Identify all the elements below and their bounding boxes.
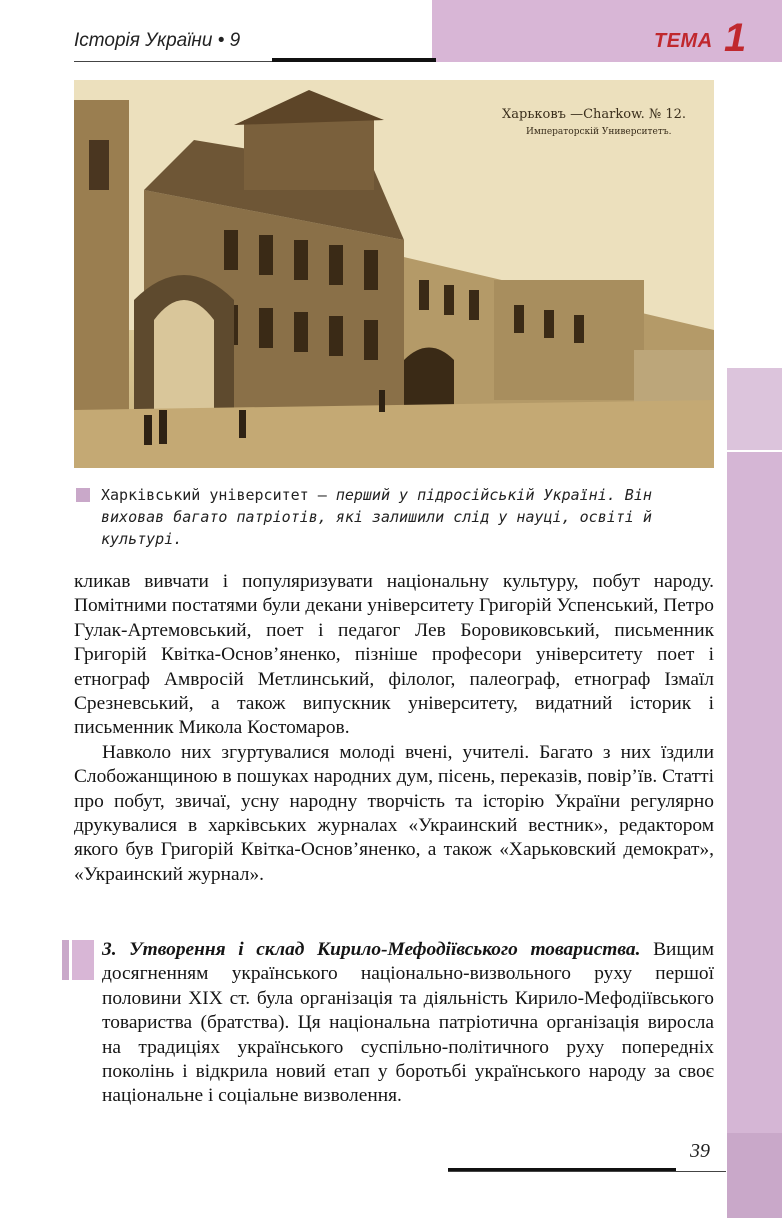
- tema-label: ТЕМА: [654, 30, 713, 52]
- caption-lead: Харківський університет –: [101, 486, 336, 504]
- university-building-illustration: [74, 80, 714, 468]
- postcard-title: Харьковъ —Charkow. № 12.: [502, 107, 687, 122]
- caption-emphasis: перший у підросійській Україні. Він виховав багато патріотів, які залишили слід у науці, освіті й культурі.: [101, 486, 652, 548]
- section-heading: 3. Утворення і склад Кирило-Мефодіївського товариства.: [102, 939, 641, 960]
- section-3: [74, 938, 714, 1109]
- margin-tab: [727, 452, 782, 1138]
- paragraph-2: Навколо них згуртувалися молоді вчені, учителі. Багато з них їздили Слобожанщиною в пошуках народних дум, пісень, переказів, повір’їв. Статті про побут, звичаї, усну народну творчість та історію України регулярно друкувалися в харківських журналах «Украинский вестник», редактором якого був Григорій Квітка-Основ’яненко, а також «Харьковский демократ», «Украинский журнал».: [74, 741, 714, 885]
- margin-tab-light: [727, 368, 782, 450]
- body-text: [74, 570, 714, 887]
- section-marker: [62, 940, 69, 980]
- book-title: Історія України • 9: [74, 30, 241, 51]
- footer-rule: [448, 1171, 726, 1172]
- page-number: 39: [690, 1140, 710, 1162]
- postcard-subtitle: Императорскій Университетъ.: [526, 127, 672, 137]
- caption-marker: [76, 488, 90, 502]
- photo-caption: [101, 484, 721, 550]
- margin-tab-bottom: [727, 1133, 782, 1218]
- header-rule-thick: [272, 58, 436, 62]
- university-photo: [74, 80, 714, 468]
- paragraph-1: кликав вивчати і популяризувати національну культуру, побут народу. Помітними постатями були декани університету Григорій Успенський, Петро Гулак-Артемовський, поет і педагог Лев Боровиковський, письменник Григорій Квітка-Основ’яненко, пізніше професори університету поет і етнограф Амвросій Метлинський, філолог, палеограф, етнограф Ізмаїл Срезневський, а також випускник університету, видатний історик і письменник Микола Костомаров.: [74, 571, 714, 739]
- section-body: Вищим досягненням українського національно-визвольного руху першої половини ХІХ ст. була організація та діяльність Кирило-Мефодіївського товариства (братства). Ця національна патріотична організація виросла на традиціях українського суспільно-політичного руху попередніх поколінь і відкрила новий етап у боротьбі українського народу за своє національне і соціальне визволення.: [102, 939, 714, 1107]
- tema-number: 1: [724, 16, 747, 60]
